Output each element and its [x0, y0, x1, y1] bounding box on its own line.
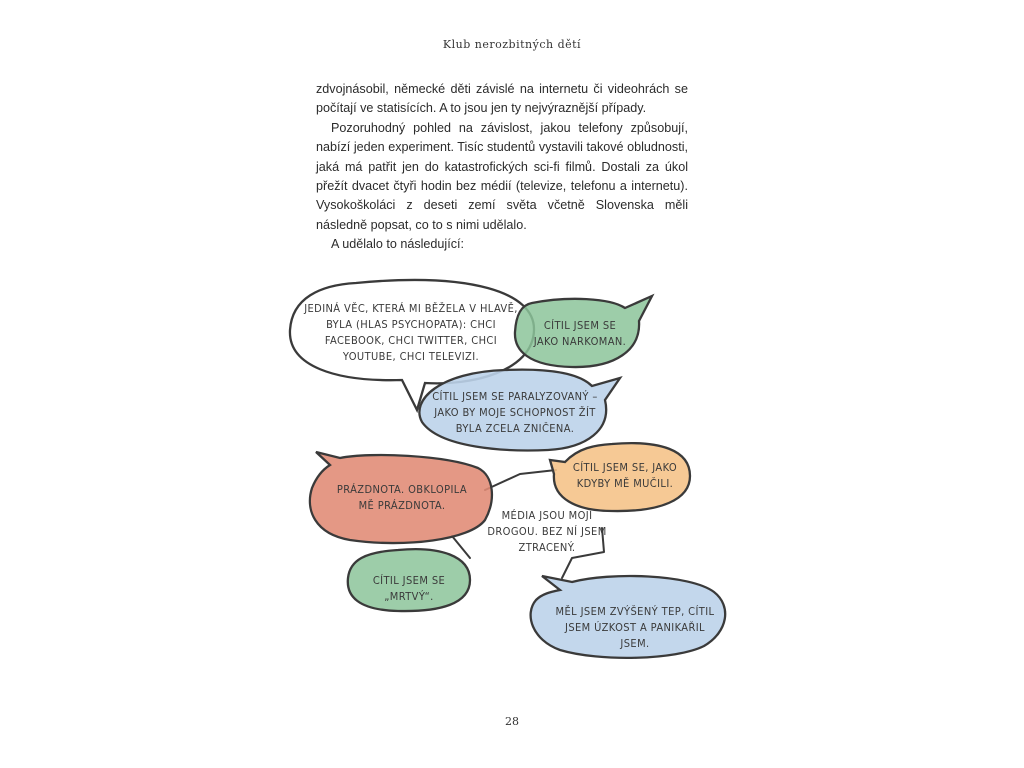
bubble-text-green: CÍTIL JSEM SE JAKO NARKOMAN.	[533, 319, 627, 348]
center-caption: MÉDIA JSOU MOJÍ DROGOU. BEZ NÍ JSEM ZTRACENÝ.	[487, 509, 607, 554]
bubble-text-blue: MĚL JSEM ZVÝŠENÝ TEP, CÍTIL JSEM ÚZKOST A PANIKAŘIL JSEM.	[555, 605, 715, 650]
running-title: Klub nerozbitných dětí	[442, 38, 582, 51]
bubble-text-orange: CÍTIL JSEM SE, JAKO KDYBY MĚ MUČILI.	[572, 461, 678, 490]
paragraph: Pozoruhodný pohled na závislost, jakou telefony způsobují, nabízí jeden experiment. Tisíc studentů vystavili takové obludnosti, jaká má patřit jen do katastrofických sci-fi filmů. Dostali za úkol přežít dvacet čtyři hodin bez médií (televize, telefonu a internetu). Vysokoškoláci z deseti zemí světa včetně Slovenska měli následně popsat, co to s nimi udělalo.	[316, 120, 688, 232]
bubble-text-green: CÍTIL JSEM SE „MRTVÝ“.	[372, 574, 446, 603]
bubble-text-red: PRÁZDNOTA. OBKLOPILA MĚ PRÁZDNOTA.	[336, 483, 468, 512]
connector-line	[452, 536, 470, 558]
page-number: 28	[505, 715, 519, 728]
paragraph: A udělalo to následující:	[331, 237, 465, 252]
bubble-text-white: JEDINÁ VĚC, KTERÁ MI BĚŽELA V HLAVĚ, BYLA (HLAS PSYCHOPATA): CHCI FACEBOOK, CHCI TWITTER, CHCI YOUTUBE, CHCI TELEVIZI.	[304, 302, 518, 363]
paragraph: zdvojnásobil, německé děti závislé na internetu či videohrách se počítají ve statisících. A to jsou jen ty nejvýraznější případy.	[316, 82, 688, 116]
bubble-text-blue: CÍTIL JSEM SE PARALYZOVANÝ – JAKO BY MOJE SCHOPNOST ŽÍT BYLA ZCELA ZNIČENA.	[432, 390, 598, 435]
connector-line	[485, 470, 556, 490]
